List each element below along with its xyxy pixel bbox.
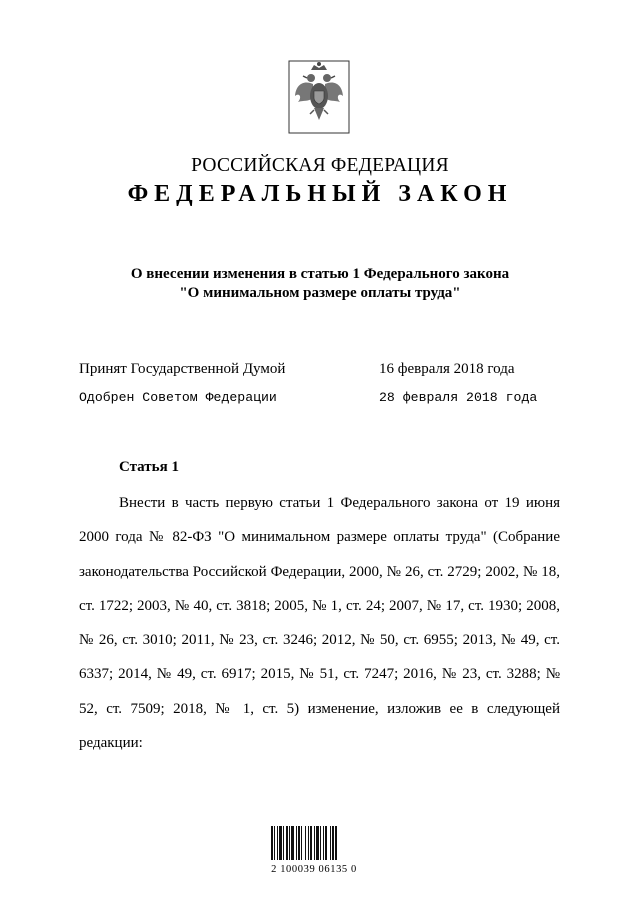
duma-adoption-label: Принят Государственной Думой — [79, 361, 286, 377]
article-text: Внести в часть первую статьи 1 Федерального закона от 19 июня 2000 года № 82-ФЗ "О минимальном размере оплаты труда" (Собрание законодательства Российской Федерации, 2000, № 26, ст. 2729; 2002, № 18, ст. 1722; 2003, № 40, ст. 3818; 2005, № 1, ст. 24; 2007, № 17, ст. 1930; 2008, № 26, ст. 3010; 2011, № 23, ст. 3246; 2012, № 50, ст. 6955; 2013, № 49, ст. 6337; 2014, № 49, ст. 6917; 2015, № 51, ст. 7247; 2016, № 23, ст. 3288; № 52, ст. 7509; 2018, № 1, ст. 5) изменение, изложив ее в следующей редакции: — [79, 495, 560, 752]
law-subject — [0, 265, 640, 303]
law-subject-line: "О минимальном размере оплаты труда" — [179, 285, 461, 301]
barcode — [261, 818, 367, 878]
article-heading: Статья 1 — [119, 459, 179, 475]
law-subject-line: О внесении изменения в статью 1 Федерального закона — [130, 266, 510, 282]
barcode-icon — [269, 826, 359, 862]
duma-adoption-date: 16 февраля 2018 года — [379, 361, 515, 377]
document-type-title: ФЕДЕРАЛЬНЫЙ ЗАКОН — [127, 181, 513, 207]
country-title: РОССИЙСКАЯ ФЕДЕРАЦИЯ — [191, 155, 449, 176]
coat-of-arms-icon — [286, 58, 352, 136]
barcode-number: 2 100039 06135 0 — [271, 864, 357, 875]
council-approval-label: Одобрен Советом Федерации — [79, 390, 277, 405]
council-approval-date: 28 февраля 2018 года — [379, 390, 538, 405]
